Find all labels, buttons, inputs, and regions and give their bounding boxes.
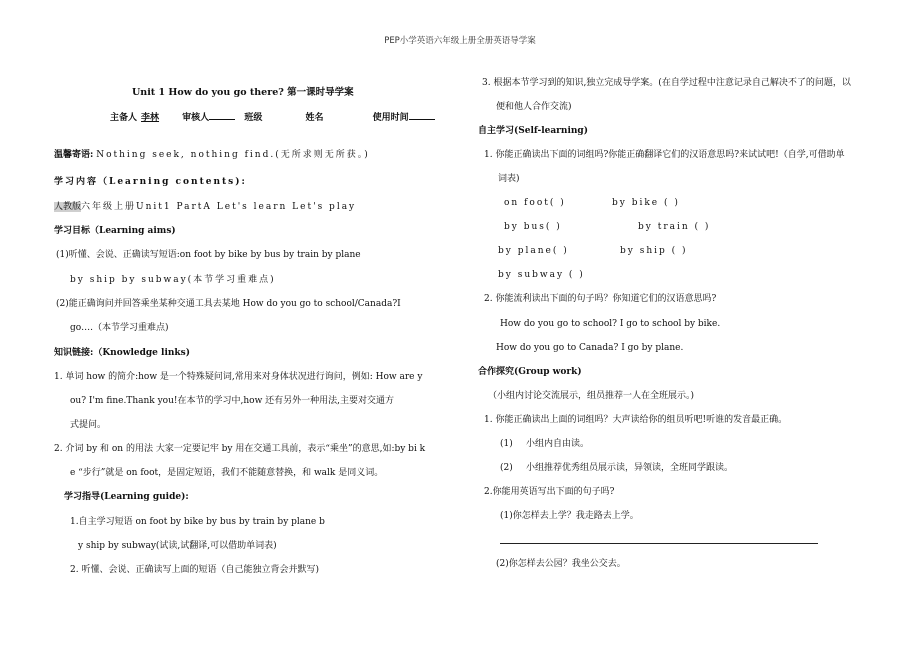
aim1-line1: (1)听懂、会说、正确读写短语:on foot by bike by bus by train by plane xyxy=(56,250,361,260)
phrase-item: by train ( ) xyxy=(638,222,711,232)
sub2-number: (2) xyxy=(500,463,513,473)
self-learning-heading: 自主学习(Self-learning) xyxy=(478,126,588,136)
content-text: 六年级上册Unit1 PartA Let's learn Let's play xyxy=(81,202,357,212)
question-1: (1)你怎样去上学？我走路去上学。 xyxy=(500,511,639,521)
link2-line1: 2. 介词 by 和 on 的用法 大家一定要记牢 by 用在交通工具前，表示“乘坐”的意思,如:by bi k xyxy=(54,444,426,454)
self1-line2: 词表) xyxy=(498,174,520,184)
sentence-1: How do you go to school? I go to school by bike. xyxy=(500,319,721,329)
phrase-item: by bike ( ) xyxy=(612,198,680,208)
phrase-item: by plane( ) xyxy=(498,246,569,256)
page-header: PEP小学英语六年级上册全册英语导学案 xyxy=(384,36,536,46)
aim1-line2: by ship by subway(本节学习重难点) xyxy=(70,275,276,285)
author-name: 李林 xyxy=(141,113,160,123)
link1-line2: ou? I'm fine.Thank you!在本节的学习中,how 还有另外一种用法,主要对交通方 xyxy=(70,396,395,406)
link1-line1: 1. 单词 how 的简介:how 是一个特殊疑问词,常用来对身体状况进行询问，例如: How are y xyxy=(54,372,423,382)
sub1-text: 小组内自由读。 xyxy=(526,439,590,449)
item3-line1: 3. 根据本节学习到的知识,独立完成导学案。(在自学过程中注意记录自己解决不了的问题，以 xyxy=(482,78,851,88)
phrase-item: by subway ( ) xyxy=(498,270,585,280)
aim2-line2: go….（本节学习重难点) xyxy=(70,323,169,333)
links-heading: 知识链接:（Knowledge links) xyxy=(54,348,190,358)
aims-heading: 学习目标（Learning aims) xyxy=(54,226,176,236)
phrase-item: on foot( ) xyxy=(504,198,566,208)
reviewer-label: 审核人 xyxy=(182,113,210,123)
staff-line xyxy=(110,113,435,124)
guide2: 2. 听懂、会说、正确读写上面的短语（自己能独立背会并默写) xyxy=(70,565,319,575)
motto-label: 温馨寄语: xyxy=(54,150,94,160)
group-work-heading: 合作探究(Group work) xyxy=(478,367,582,377)
name-label: 姓名 xyxy=(305,113,324,123)
sub2-text: 小组推荐优秀组员展示读，异领读，全班同学跟读。 xyxy=(526,463,734,473)
motto xyxy=(54,150,370,161)
group1: 1. 你能正确读出上面的词组吗？大声读给你的组员听吧!听谁的发音最正确。 xyxy=(484,415,788,425)
phrase-item: by ship ( ) xyxy=(620,246,688,256)
content-line xyxy=(54,202,356,213)
question-2: (2)你怎样去公园？我坐公交去。 xyxy=(496,559,626,569)
content-heading: 学习内容（Learning contents): xyxy=(54,177,247,187)
link1-line3: 式提问。 xyxy=(70,420,107,430)
item3-line2: 便和他人合作交流) xyxy=(496,102,572,112)
sentence-2: How do you go to Canada? I go by plane. xyxy=(496,343,684,353)
guide-heading: 学习指导(Learning guide): xyxy=(64,492,189,502)
content-highlight: 人教版 xyxy=(54,202,82,212)
self2: 2. 你能流利读出下面的句子吗？你知道它们的汉语意思吗? xyxy=(484,294,717,304)
author-label: 主备人 xyxy=(110,113,138,123)
sub1-number: (1) xyxy=(500,439,513,449)
link2-line2: e “步行”就是 on foot，是固定短语，我们不能随意替换，和 walk 是同义词。 xyxy=(70,468,384,478)
self1-line1: 1. 你能正确读出下面的词组吗?你能正确翻译它们的汉语意思吗?来试试吧!（自学,可借助单 xyxy=(484,150,845,160)
group2: 2.你能用英语写出下面的句子吗? xyxy=(484,487,615,497)
guide1-line2: y ship by subway(试读,试翻译,可以借助单词表) xyxy=(78,541,277,551)
group-note: （小组内讨论交流展示，组员推荐一人在全班展示。) xyxy=(488,391,695,401)
guide1-line1: 1.自主学习短语 on foot by bike by bus by train by plane b xyxy=(70,517,325,527)
phrase-item: by bus( ) xyxy=(504,222,562,232)
class-label: 班级 xyxy=(244,113,263,123)
motto-text: Nothing seek, nothing find.(无所求则无所获。) xyxy=(96,150,370,160)
date-label: 使用时间 xyxy=(372,113,409,123)
worksheet-title: Unit 1 How do you go there? 第一课时导学案 xyxy=(132,87,354,98)
answer-line xyxy=(500,543,818,544)
aim2-line1: (2)能正确询问并回答乘坐某种交通工具去某地 How do you go to school/Canada?I xyxy=(56,299,401,309)
